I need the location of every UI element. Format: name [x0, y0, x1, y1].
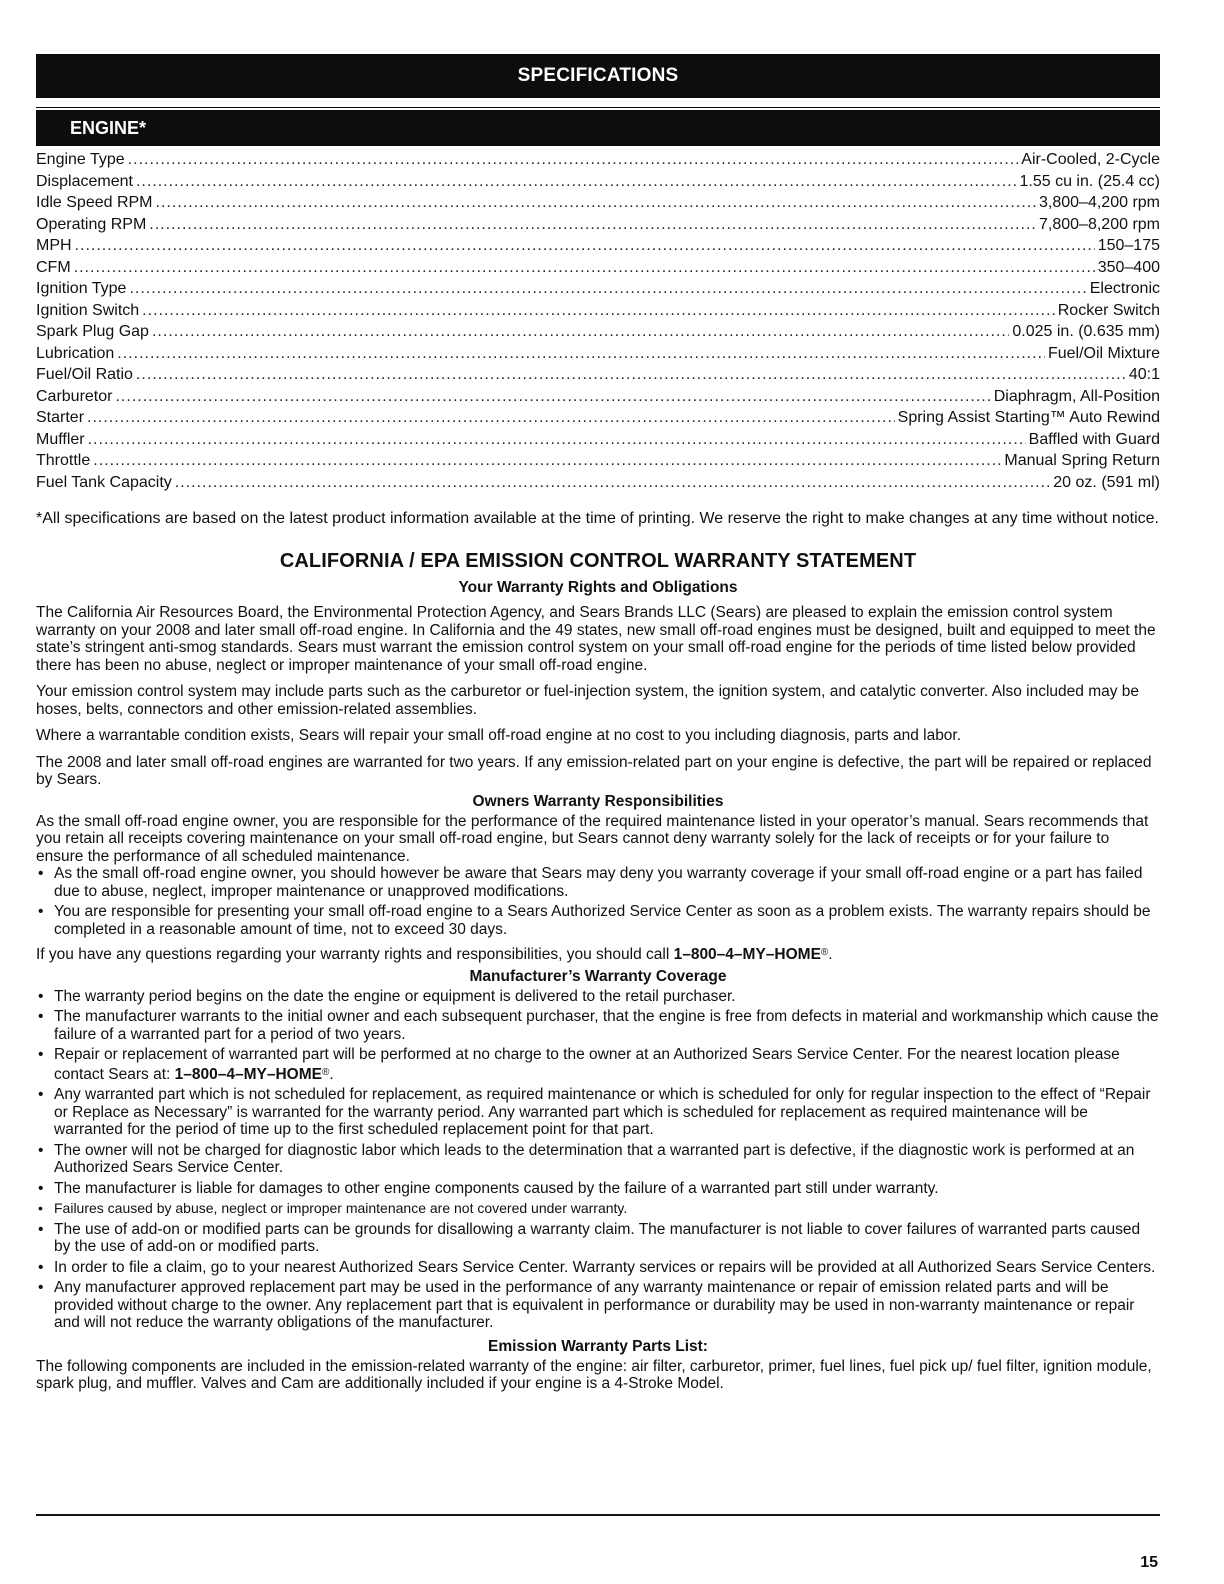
- spec-label: Muffler: [36, 430, 85, 448]
- phone-number: 1–800–4–MY–HOME: [673, 946, 821, 963]
- leader-dots: [136, 364, 1126, 386]
- spec-label: Operating RPM: [36, 215, 147, 233]
- spec-value: 150–175: [1097, 237, 1160, 254]
- spec-label: Starter: [36, 409, 85, 426]
- page-number: 15: [1140, 1554, 1158, 1571]
- leader-dots: [129, 278, 1086, 300]
- spec-label: Carburetor: [36, 387, 113, 405]
- sentence-period: .: [828, 946, 833, 963]
- spec-value: 350–400: [1097, 258, 1160, 276]
- spec-value: Air-Cooled, 2-Cycle: [1021, 151, 1160, 168]
- spec-label: Fuel/Oil Ratio: [36, 366, 133, 383]
- leader-dots: [75, 235, 1095, 257]
- leader-dots: [88, 429, 1026, 451]
- leader-dots: [175, 472, 1051, 494]
- spec-label: MPH: [36, 237, 72, 254]
- list-item: • Any warranted part which is not scheduled for replacement, as required maintenance or which is scheduled for only for regular inspection to the effect of “Repair or Replace as Necessary” is warranted for the warranty period. Any warranted part which is scheduled for replacement as required maintenance will be warranted for the period of time up to the first scheduled replacement point for that part.: [36, 1086, 1160, 1139]
- leader-dots: [136, 171, 1017, 193]
- spec-row: [36, 386, 1160, 408]
- rights-heading: Your Warranty Rights and Obligations: [458, 579, 738, 596]
- coverage-bullet-list: [36, 988, 1160, 1332]
- spec-value: Electronic: [1089, 280, 1160, 297]
- leader-dots: [149, 214, 1036, 236]
- sentence-period: .: [329, 1065, 334, 1083]
- spec-row: [36, 472, 1160, 494]
- spec-value: 7,800–8,200 rpm: [1039, 215, 1160, 233]
- phone-number: 1–800–4–MY–HOME: [174, 1065, 322, 1083]
- spec-label: Throttle: [36, 452, 91, 469]
- spec-row: [36, 171, 1160, 193]
- parts-paragraph: The following components are included in the emission-related warranty of the engine: air filter, carburetor, primer, fuel lines, fuel pick up/ fuel filter, ignition module, spark plug, and muffler. Valves and Cam are additionally included if your engine is a 4-Stroke Model.: [36, 1357, 1152, 1392]
- spec-label: Ignition Type: [36, 280, 127, 297]
- registered-mark: ®: [820, 947, 829, 958]
- list-item: • The owner will not be charged for diagnostic labor which leads to the determination that a warranted part is defective, if the diagnostic work is performed at an Authorized Sears Service Center.: [36, 1142, 1160, 1177]
- list-item: • You are responsible for presenting your small off-road engine to a Sears Authorized Service Center as soon as a problem exists. The warranty repairs should be completed in a reasonable amount of time, not to exceed 30 days.: [36, 903, 1160, 938]
- spec-label: Engine Type: [36, 151, 125, 168]
- spec-value: Baffled with Guard: [1028, 430, 1160, 448]
- spec-row: [36, 407, 1160, 429]
- spec-row: [36, 321, 1160, 343]
- parts-heading: Emission Warranty Parts List:: [488, 1337, 708, 1355]
- spec-row: [36, 343, 1160, 365]
- spec-row: [36, 278, 1160, 300]
- spec-row: [36, 300, 1160, 322]
- spec-value: Fuel/Oil Mixture: [1047, 344, 1160, 362]
- engine-subbanner: ENGINE*: [36, 110, 1160, 146]
- owners-bullet-list: [36, 865, 1160, 938]
- coverage-heading: Manufacturer’s Warranty Coverage: [469, 967, 727, 985]
- owners-intro: As the small off-road engine owner, you are responsible for the performance of the required maintenance listed in your operator’s manual. Sears recommends that you retain all receipts covering maintenance on your small off-road engine, but Sears cannot deny warranty solely for the lack of receipts or for your failure to ensure the performance of all scheduled maintenance.: [36, 812, 1149, 865]
- spec-value: 1.55 cu in. (25.4 cc): [1019, 172, 1160, 190]
- leader-dots: [117, 343, 1045, 365]
- engine-spec-list: [36, 149, 1160, 493]
- spec-row: [36, 214, 1160, 236]
- leader-dots: [93, 450, 1001, 472]
- leader-dots: [156, 192, 1037, 214]
- spec-value: Spring Assist Starting™ Auto Rewind: [897, 409, 1160, 426]
- spec-label: Lubrication: [36, 344, 115, 362]
- spec-row: [36, 257, 1160, 279]
- leader-dots: [74, 257, 1095, 279]
- list-item: • The use of add-on or modified parts can be grounds for disallowing a warranty claim. The manufacturer is not liable to cover failures of warranted parts caused by the use of add-on or modified parts.: [36, 1221, 1160, 1256]
- owners-heading: Owners Warranty Responsibilities: [472, 792, 724, 810]
- spec-value: Rocker Switch: [1057, 301, 1160, 319]
- rights-paragraph: The California Air Resources Board, the Environmental Protection Agency, and Sears Brands LLC (Sears) are pleased to explain the emission control system warranty on your 2008 and later small off-road engine. In California and the 49 states, new small off-road engines must be designed, built and equipped to meet the state’s stringent anti-smog standards. Sears must warrant the emission control system on your small off-road engine for the periods of time listed below provided there has been no abuse, neglect or improper maintenance of your small off-road engine.: [36, 604, 1156, 674]
- spec-row: [36, 235, 1160, 257]
- warranty-title: CALIFORNIA / EPA EMISSION CONTROL WARRANTY STATEMENT: [279, 550, 917, 572]
- spec-value: Manual Spring Return: [1004, 452, 1160, 469]
- spec-row: [36, 192, 1160, 214]
- list-item: • The manufacturer warrants to the initial owner and each subsequent purchaser, that the engine is free from defects in material and workmanship which cause the failure of a warranted part for a period of two years.: [36, 1008, 1160, 1043]
- list-item: • The warranty period begins on the date the engine or equipment is delivered to the retail purchaser.: [36, 988, 1160, 1006]
- spec-label: Idle Speed RPM: [36, 194, 153, 211]
- list-item: • In order to file a claim, go to your nearest Authorized Sears Service Center. Warranty services or repairs will be provided at all Authorized Sears Service Centers.: [36, 1259, 1160, 1277]
- spec-row: [36, 429, 1160, 451]
- spec-value: 3,800–4,200 rpm: [1039, 194, 1160, 211]
- leader-dots: [152, 321, 1009, 343]
- spec-row: [36, 450, 1160, 472]
- rights-paragraph: Your emission control system may include parts such as the carburetor or fuel-injection system, the ignition system, and catalytic converter. Also included may be hoses, belts, connectors and other emission-related assemblies.: [36, 683, 1140, 718]
- list-item: • As the small off-road engine owner, you should however be aware that Sears may deny you warranty coverage if your small off-road engine or a part has failed due to abuse, neglect, improper maintenance or unapproved modifications.: [36, 865, 1160, 900]
- list-item: [36, 1046, 1160, 1083]
- questions-paragraph: [36, 944, 1160, 964]
- questions-text: If you have any questions regarding your warranty rights and responsibilities, you should call: [36, 946, 674, 963]
- leader-dots: [128, 149, 1019, 171]
- rights-paragraph: The 2008 and later small off-road engines are warranted for two years. If any emission-related part on your engine is defective, the part will be repaired or replaced by Sears.: [36, 753, 1152, 788]
- spec-label: Fuel Tank Capacity: [36, 473, 172, 491]
- manual-page: [36, 54, 1160, 1393]
- repair-text: Repair or replacement of warranted part will be performed at no charge to the owner at an Authorized Sears Service Center. For the nearest location please contact Sears at:: [54, 1046, 1120, 1083]
- leader-dots: [87, 407, 895, 429]
- list-item: • The manufacturer is liable for damages to other engine components caused by the failure of a warranted part still under warranty.: [36, 1180, 1160, 1198]
- spec-label: CFM: [36, 258, 71, 276]
- list-item: • Any manufacturer approved replacement part may be used in the performance of any warranty maintenance or repair of emission related parts and will be provided without charge to the owner. Any replacement part that is equivalent in performance or durability may be used in non-warranty maintenance or repair and will not reduce the warranty obligations of the manufacturer.: [36, 1279, 1160, 1332]
- list-item: • Failures caused by abuse, neglect or improper maintenance are not covered under warranty.: [36, 1200, 1160, 1218]
- specifications-banner: SPECIFICATIONS: [36, 54, 1160, 98]
- footer-rule: [36, 1514, 1160, 1516]
- registered-mark: ®: [321, 1066, 330, 1078]
- spec-label: Spark Plug Gap: [36, 323, 149, 340]
- spec-value: Diaphragm, All-Position: [993, 387, 1160, 405]
- spec-label: Displacement: [36, 172, 133, 190]
- specifications-footnote: *All specifications are based on the latest product information available at the time of printing. We reserve the right to make changes at any time without notice.: [36, 510, 1159, 527]
- spec-label: Ignition Switch: [36, 301, 140, 319]
- spec-row: [36, 149, 1160, 171]
- spec-row: [36, 364, 1160, 386]
- spec-value: 0.025 in. (0.635 mm): [1012, 323, 1160, 340]
- leader-dots: [115, 386, 990, 408]
- rights-paragraph: Where a warrantable condition exists, Sears will repair your small off-road engine at no cost to you including diagnosis, parts and labor.: [36, 727, 962, 744]
- leader-dots: [142, 300, 1055, 322]
- spec-value: 20 oz. (591 ml): [1053, 473, 1160, 491]
- spec-value: 40:1: [1128, 366, 1160, 383]
